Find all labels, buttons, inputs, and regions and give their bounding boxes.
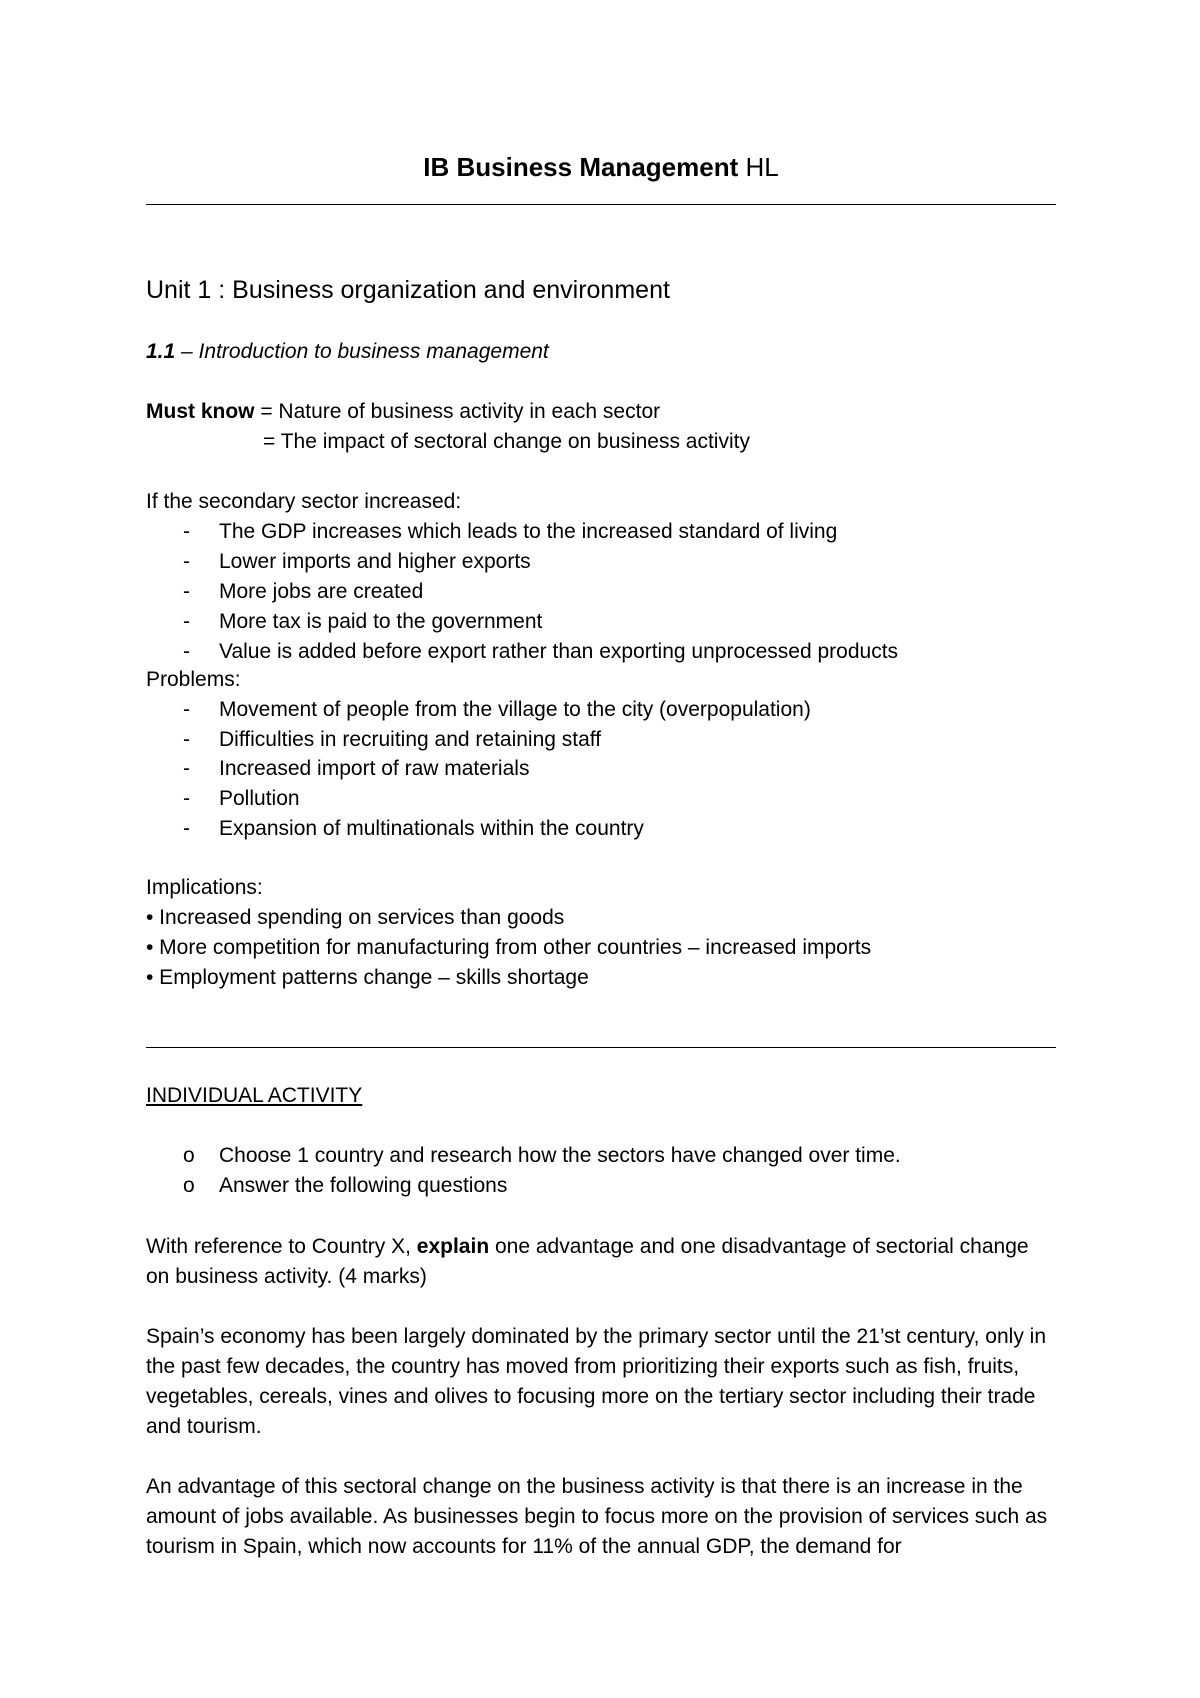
- answer-paragraph-2: An advantage of this sectoral change on the business activity is that there is an increase in the amount of jobs available. As businesses begin to focus more on the provision of services such as tourism in Spain, which now accounts for 11% of the annual GDP, the demand for: [146, 1475, 1048, 1558]
- problems-heading: Problems:: [146, 668, 241, 691]
- unit-heading: Unit 1 : Business organization and environment: [146, 276, 670, 304]
- list-item: • More competition for manufacturing from other countries – increased imports: [146, 936, 872, 959]
- title-divider: [146, 204, 1056, 205]
- must-know-line-2: = The impact of sectoral change on business activity: [263, 430, 750, 453]
- implications-heading: Implications:: [146, 876, 263, 899]
- document-page: IB Business Management HL Unit 1 : Business organization and environment 1.1 – Introduction to business management Must know = Nature of business activity in each sector = The impact of sectoral change on business activity If the secondary sector increased: - The GDP increases which leads to the increased standard of living - Lower imports and higher exports - More jobs are created - More tax is paid to the government - Value is added before export rather than exporting unprocessed products Problems: - Movement of people from the village to the city (overpopulation) - Difficulties in recruiting and retaining staff - Increased import of raw materials - Pollution - Expansion of multinationals within the country Implications: • Increased spending on services than goods • More competition for manufacturing from other countries – increased imports • Employment patterns change – skills shortage INDIVIDUAL ACTIVITY o Choose 1 country and research how the sectors have changed over time. o Answer the following questions With reference to Country X, explain one advantage and one disadvantage of sectorial change on business activity. (4 marks) Spain’s economy has been largely dominated by the primary sector until the 21’st century, only in the past few decades, the country has moved from prioritizing their exports such as fish, fruits, vegetables, cereals, vines and olives to focusing more on the tertiary sector including their trade and tourism. An advantage of this sectoral change on the business activity is that there is an increase in the amount of jobs available. As businesses begin to focus more on the provision of services such as tourism in Spain, which now accounts for 11% of the annual GDP, the demand for: [146, 0, 1056, 1698]
- list-item: • Employment patterns change – skills shortage: [146, 966, 589, 989]
- list-item: • Increased spending on services than goods: [146, 906, 565, 929]
- must-know-line-1: Must know = Nature of business activity in each sector: [146, 400, 661, 423]
- section-heading: 1.1 – Introduction to business management: [146, 340, 549, 363]
- section-divider: [146, 1047, 1056, 1048]
- page-title: IB Business Management HL: [423, 152, 779, 182]
- secondary-heading: If the secondary sector increased:: [146, 490, 462, 513]
- activity-heading: INDIVIDUAL ACTIVITY: [146, 1084, 363, 1107]
- answer-paragraph-1: Spain’s economy has been largely dominated by the primary sector until the 21’st century, only in the past few decades, the country has moved from prioritizing their exports such as fish, fruits, vegetables, cereals, vines and olives to focusing more on the tertiary sector including their trade and tourism.: [146, 1325, 1046, 1438]
- question-paragraph: With reference to Country X, explain one advantage and one disadvantage of sectorial change on business activity. (4 marks): [146, 1235, 1029, 1288]
